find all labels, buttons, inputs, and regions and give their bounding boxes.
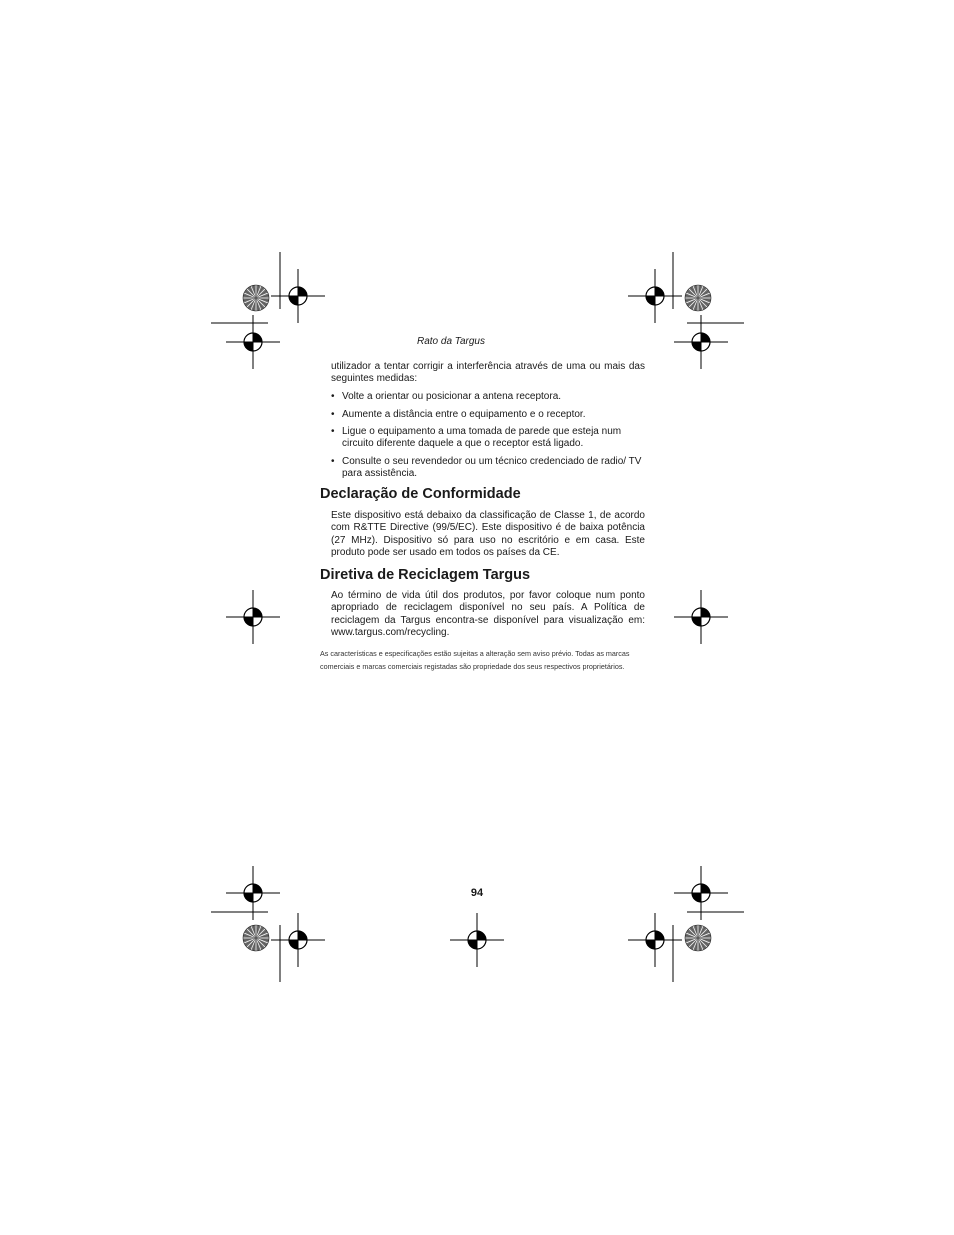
recycling-paragraph: Ao término de vida útil dos produtos, por favor coloque num ponto apropriado de reciclagem disponível no seu país. A Política de reciclagem da Targus encontra-se disponível para visualização em: www.targus.com/recycling. — [331, 590, 645, 639]
conformity-paragraph: Este dispositivo está debaixo da classificação de Classe 1, de acordo com R&TTE Directive (99/5/EC). Este dispositivo é de baixa potência (27 MHz). Dispositivo só para uso no escritório e em casa. Este produto pode ser usado em todos os países da CE. — [331, 510, 645, 559]
list-item: • Volte a orientar ou posicionar a antena receptora. — [331, 391, 645, 403]
conformity-heading: Declaração de Conformidade — [320, 486, 521, 502]
legal-note: As características e especificações estão sujeitas a alteração sem aviso prévio. Todas as marcas comerciais e marcas comerciais registadas são propriedade dos seus respectivos proprietários. — [320, 649, 630, 671]
list-item: • Aumente a distância entre o equipamento e o receptor. — [331, 409, 645, 421]
running-header: Rato da Targus — [416, 336, 485, 347]
page-number: 94 — [470, 887, 484, 899]
intro-paragraph: utilizador a tentar corrigir a interferência através de uma ou mais das seguintes medidas: — [331, 361, 645, 385]
recycling-heading: Diretiva de Reciclagem Targus — [320, 567, 531, 583]
interference-measures-list — [331, 391, 645, 485]
list-item: • Consulte o seu revendedor ou um técnico credenciado de radio/ TV para assistência. — [331, 456, 645, 480]
list-item: • Ligue o equipamento a uma tomada de parede que esteja num circuito diferente daquele a que o receptor está ligado. — [331, 426, 645, 450]
